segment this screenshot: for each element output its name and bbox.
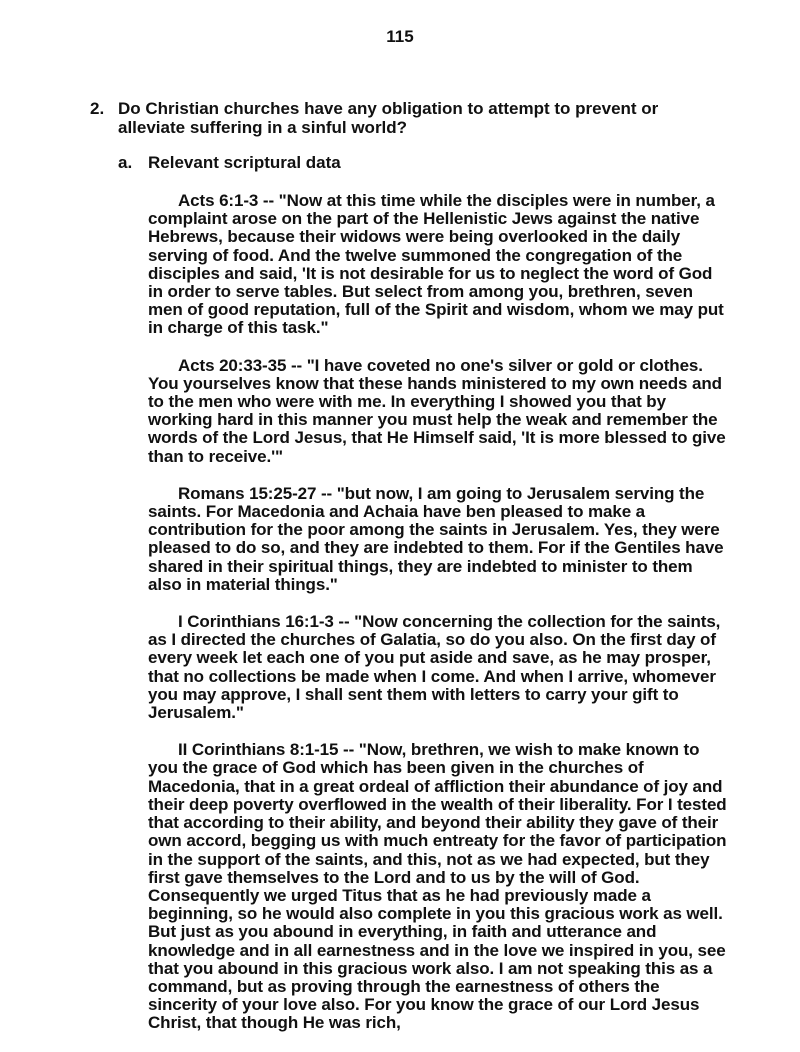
passage-acts-20: Acts 20:33-35 -- "I have coveted no one's silver or gold or clothes. You yourselves know that these hands ministered to my own needs and to the men who were with me. In everything I showed you that by working hard in this manner you must help the weak and remember the words of the Lord Jesus, that He Himself said, 'It is more blessed to give than to receive.'" <box>148 355 726 466</box>
subsection-title: Relevant scriptural data <box>148 153 341 172</box>
passage-romans-15: Romans 15:25-27 -- "but now, I am going to Jerusalem serving the saints. For Macedonia and Achaia have ben pleased to make a contribution for the poor among the saints in Jerusalem. Yes, they were pleased to do so, and they are indebted to them. For if the Gentiles have shared in their spiritual things, they are indebted to minister to them also in material things." <box>148 483 724 594</box>
passage-acts-6: Acts 6:1-3 -- "Now at this time while the disciples were in number, a complaint arose on the part of the Hellenistic Jews against the native Hebrews, because their widows were being overlooked in the daily serving of food. And the twelve summoned the congregation of the disciples and said, 'It is not desirable for us to neglect the word of God in order to serve tables. But select from among you, brethren, seven men of good reputation, full of the Spirit and wisdom, whom we may put in charge of this task." <box>148 191 724 338</box>
question-text: Do Christian churches have any obligation to attempt to prevent or alleviate suffering in a sinful world? <box>118 99 659 137</box>
passage-2-corinthians-8: II Corinthians 8:1-15 -- "Now, brethren, we wish to make known to you the grace of God which has been given in the churches of Macedonia, that in a great ordeal of affliction their abundance of joy and their deep poverty overflowed in the wealth of their liberality. For I tested that according to their ability, and beyond their ability they gave of their own accord, begging us with much entreaty for the favor of participation in the support of the saints, and this, not as we had expected, but they first gave themselves to the Lord and to us by the will of God. Consequently we urged Titus that as he had previously made a beginning, so he would also complete in you this gracious work as well. But just as you abound in everything, in faith and utterance and knowledge and in all earnestness and in the love we inspired in you, see that you abound in this gracious work also. I am not speaking this as a command, but as proving through the earnestness of others the sincerity of your love also. For you know the grace of our Lord Jesus Christ, that though He was rich, <box>148 740 727 1033</box>
question-number: 2. <box>90 99 105 118</box>
scripture-passages <box>148 192 728 1052</box>
subsection-heading <box>118 153 341 173</box>
question-item <box>90 99 710 137</box>
passage-1-corinthians-16: I Corinthians 16:1-3 -- "Now concerning the collection for the saints, as I directed the churches of Galatia, so do you also. On the first day of every week let each one of you put aside and save, as he may prosper, that no collections be made when I come. And when I arrive, whomever you may approve, I shall sent them with letters to carry your gift to Jerusalem." <box>148 612 721 723</box>
subsection-letter: a. <box>118 153 133 172</box>
page-number: 115 <box>386 27 414 46</box>
